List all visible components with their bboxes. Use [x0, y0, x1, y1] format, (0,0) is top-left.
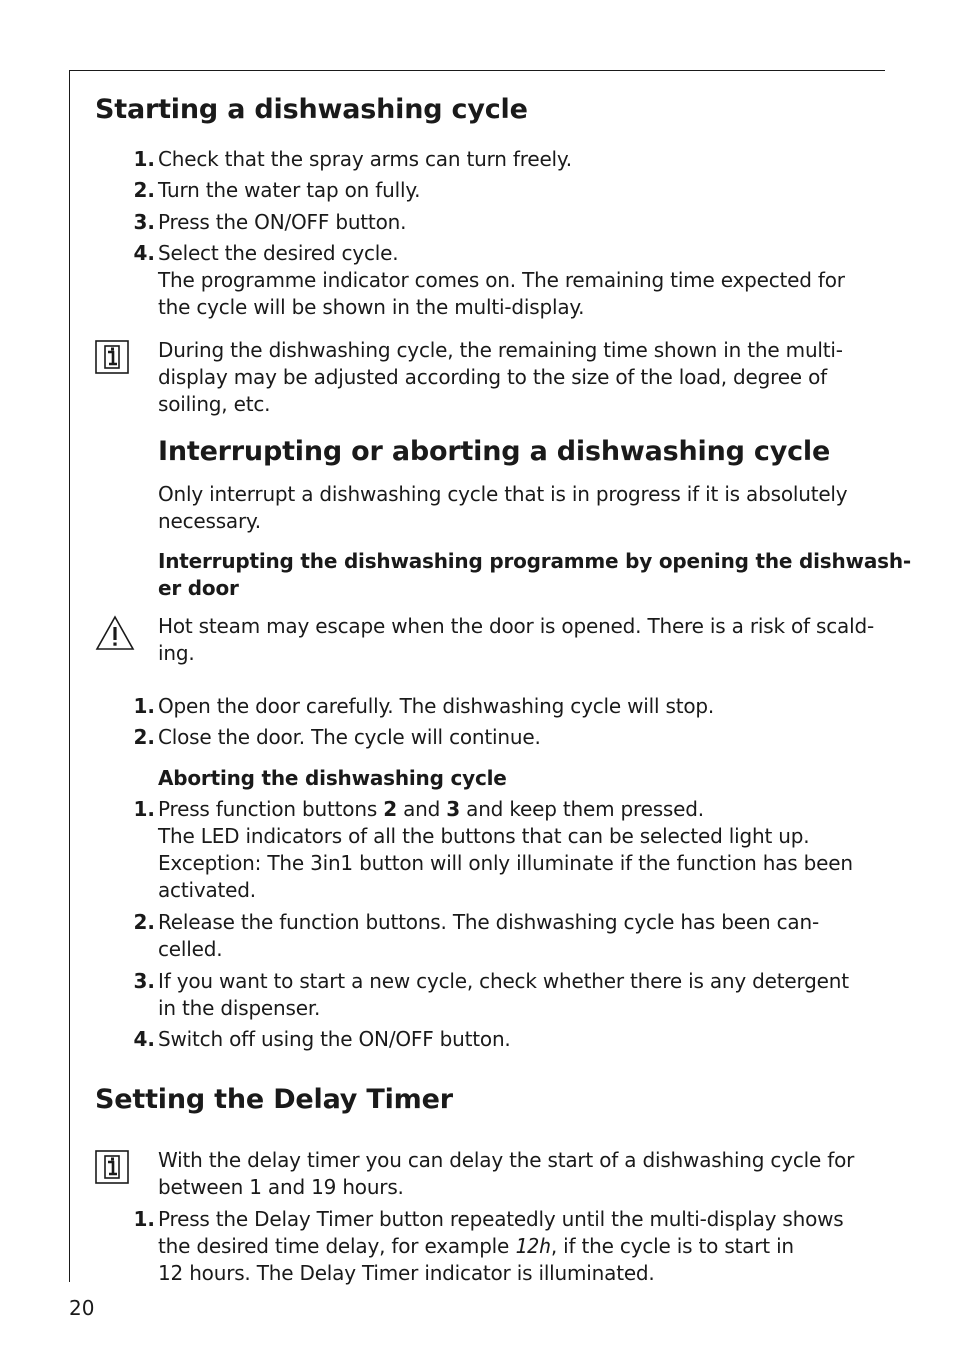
step-number: 2.	[133, 910, 155, 934]
step-text: activated.	[158, 878, 256, 902]
info-text: soiling, etc.	[158, 392, 271, 416]
step-text-part: and keep them pressed.	[459, 797, 704, 821]
step-text: Turn the water tap on fully.	[158, 178, 421, 202]
warning-text: Hot steam may escape when the door is opened. There is a risk of scald-	[158, 614, 874, 638]
left-rule	[69, 70, 70, 1282]
step-text: If you want to start a new cycle, check whether there is any detergent	[158, 969, 849, 993]
step-number: 2.	[133, 178, 155, 202]
step-text: in the dispenser.	[158, 996, 321, 1020]
subheading: Aborting the dishwashing cycle	[158, 766, 507, 790]
section-title-delay-timer: Setting the Delay Timer	[95, 1084, 453, 1115]
step-text: Check that the spray arms can turn freely.	[158, 147, 572, 171]
step-text: Switch off using the ON/OFF button.	[158, 1027, 511, 1051]
step-number: 4.	[133, 241, 155, 265]
subheading: Interrupting the dishwashing programme by opening the dishwash-	[158, 549, 911, 573]
step-text: Open the door carefully. The dishwashing cycle will stop.	[158, 694, 715, 718]
step-text-part: Press function buttons	[158, 797, 384, 821]
subheading: er door	[158, 576, 239, 600]
step-text-part: , if the cycle is to start in	[550, 1234, 794, 1258]
step-text: the cycle will be shown in the multi-display.	[158, 295, 585, 319]
step-text: The programme indicator comes on. The remaining time expected for	[158, 268, 845, 292]
info-icon	[95, 1150, 129, 1184]
section-title-interrupting: Interrupting or aborting a dishwashing cycle	[158, 436, 831, 467]
info-icon	[95, 340, 129, 374]
step-text: Press the Delay Timer button repeatedly until the multi-display shows	[158, 1207, 844, 1231]
top-rule	[69, 70, 885, 71]
step-number: 3.	[133, 210, 155, 234]
step-text: Close the door. The cycle will continue.	[158, 725, 541, 749]
step-text: Release the function buttons. The dishwashing cycle has been can-	[158, 910, 819, 934]
display-readout: 12h	[515, 1234, 551, 1258]
info-text: between 1 and 19 hours.	[158, 1175, 404, 1199]
step-number: 3.	[133, 969, 155, 993]
paragraph-text: Only interrupt a dishwashing cycle that is in progress if it is absolutely	[158, 482, 848, 506]
section-title-starting: Starting a dishwashing cycle	[95, 94, 528, 125]
step-number: 1.	[133, 797, 155, 821]
step-text: Select the desired cycle.	[158, 241, 399, 265]
step-number: 4.	[133, 1027, 155, 1051]
step-number: 1.	[133, 694, 155, 718]
step-text-part: and	[396, 797, 447, 821]
paragraph-text: necessary.	[158, 509, 261, 533]
step-number: 2.	[133, 725, 155, 749]
button-number: 2	[383, 797, 397, 821]
button-number: 3	[446, 797, 460, 821]
info-text: display may be adjusted according to the size of the load, degree of	[158, 365, 827, 389]
step-number: 1.	[133, 1207, 155, 1231]
step-text-part: the desired time delay, for example	[158, 1234, 510, 1258]
info-text: During the dishwashing cycle, the remaining time shown in the multi-	[158, 338, 843, 362]
step-text: 12 hours. The Delay Timer indicator is illuminated.	[158, 1261, 655, 1285]
info-text: With the delay timer you can delay the start of a dishwashing cycle for	[158, 1148, 855, 1172]
step-number: 1.	[133, 147, 155, 171]
page-number: 20	[69, 1296, 95, 1320]
step-text: Press the ON/OFF button.	[158, 210, 407, 234]
step-text	[158, 1233, 794, 1260]
warning-text: ing.	[158, 641, 195, 665]
step-text	[158, 796, 704, 823]
step-text: celled.	[158, 937, 223, 961]
warning-icon	[95, 615, 135, 651]
step-text: The LED indicators of all the buttons that can be selected light up.	[158, 824, 810, 848]
step-text: Exception: The 3in1 button will only illuminate if the function has been	[158, 851, 853, 875]
